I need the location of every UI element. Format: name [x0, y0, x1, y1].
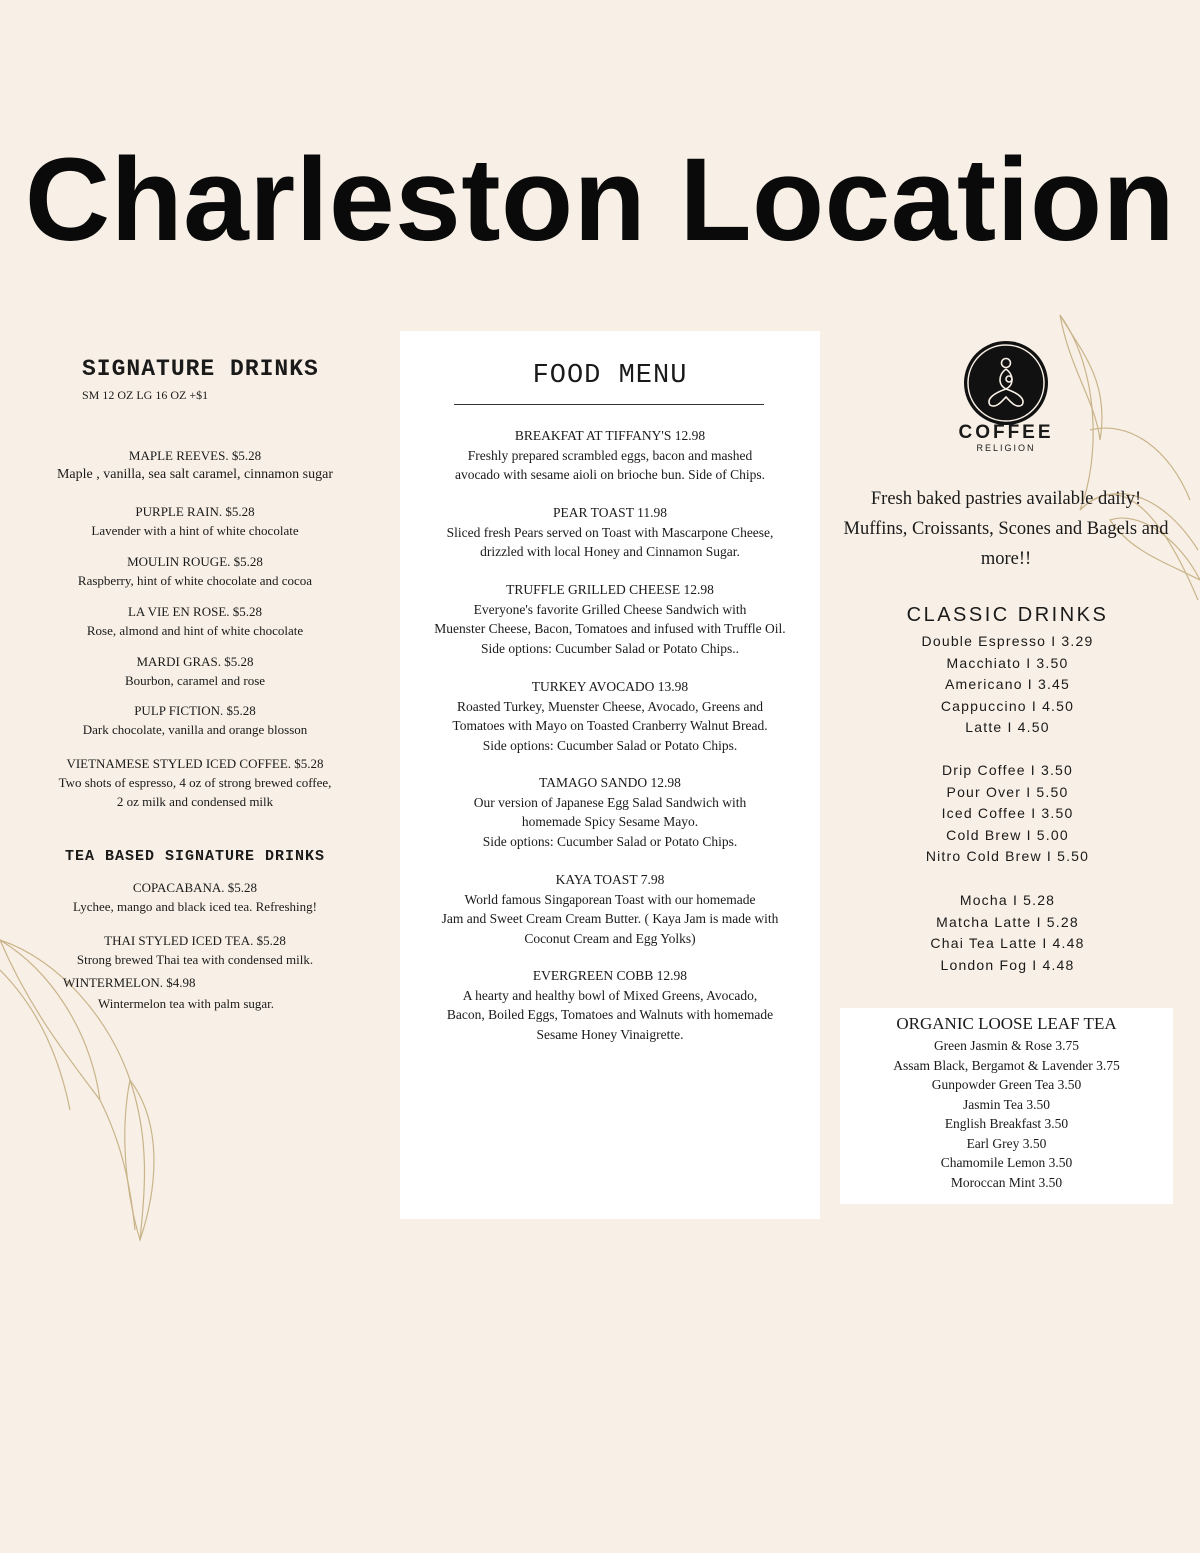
item-desc: Sliced fresh Pears served on Toast with Mascarpone Cheese,: [446, 524, 774, 540]
classic-drinks-group: [870, 631, 1145, 739]
loose-leaf-tea-heading: ORGANIC LOOSE LEAF TEA: [896, 1014, 1117, 1033]
item-desc: Freshly prepared scrambled eggs, bacon and mashed: [467, 447, 753, 463]
item-name: THAI STYLED ICED TEA. $5.28: [104, 933, 286, 948]
item-desc: 2 oz milk and condensed milk: [116, 794, 274, 809]
item-name: LA VIE EN ROSE. $5.28: [127, 604, 263, 619]
drink-item: London Fog I 4.48: [940, 956, 1075, 973]
item-desc: World famous Singaporean Toast with our homemade: [464, 891, 756, 907]
food-item: [400, 773, 820, 851]
menu-item: [30, 754, 360, 811]
item-desc: Side options: Cucumber Salad or Potato Chips.: [482, 833, 738, 849]
drink-item: Double Espresso I 3.29: [921, 633, 1094, 649]
item-desc: Coconut Cream and Egg Yolks): [524, 930, 696, 946]
item-name: TAMAGO SANDO 12.98: [539, 775, 681, 790]
pastry-line: Fresh baked pastries available daily!: [870, 489, 1142, 509]
tea-item: Chamomile Lemon 3.50: [940, 1155, 1073, 1170]
tea-item: Earl Grey 3.50: [966, 1135, 1047, 1151]
logo-wordmark: COFFEE: [958, 422, 1054, 443]
menu-item: [30, 446, 360, 484]
menu-item: [30, 652, 360, 690]
item-desc: Raspberry, hint of white chocolate and cocoa: [77, 573, 313, 588]
item-name: EVERGREEN COBB 12.98: [532, 968, 688, 983]
tea-item: Green Jasmin & Rose 3.75: [933, 1038, 1080, 1053]
item-desc: Strong brewed Thai tea with condensed milk.: [76, 952, 314, 967]
item-desc: Bacon, Boiled Eggs, Tomatoes and Walnuts with homemade: [446, 1007, 774, 1022]
drink-item: Iced Coffee I 3.50: [941, 805, 1074, 821]
item-desc: Wintermelon tea with palm sugar.: [98, 996, 275, 1011]
page-title: Charleston Location: [24, 134, 1176, 266]
item-desc: Roasted Turkey, Muenster Cheese, Avocado, Greens and: [457, 698, 763, 714]
tea-item: Moroccan Mint 3.50: [950, 1174, 1063, 1190]
item-desc: Our version of Japanese Egg Salad Sandwich with: [473, 794, 747, 810]
item-desc: Sesame Honey Vinaigrette.: [536, 1026, 684, 1042]
food-item: [400, 503, 820, 562]
food-item: [400, 426, 820, 485]
food-item: [400, 966, 820, 1044]
item-name: MAPLE REEVES. $5.28: [128, 448, 262, 463]
item-desc: Muenster Cheese, Bacon, Tomatoes and infused with Truffle Oil.: [434, 621, 786, 636]
menu-item: [30, 878, 360, 916]
size-note: SM 12 OZ LG 16 OZ +$1: [82, 388, 209, 402]
drink-item: Macchiato I 3.50: [946, 654, 1069, 671]
tea-signature-heading: TEA BASED SIGNATURE DRINKS: [64, 848, 326, 865]
drink-item: Americano I 3.45: [944, 676, 1071, 692]
menu-item: [30, 931, 360, 969]
item-name: WINTERMELON. $4.98: [63, 975, 196, 990]
tea-item: English Breakfast 3.50: [944, 1116, 1069, 1131]
item-desc: Jam and Sweet Cream Cream Butter. ( Kaya Jam is made with: [441, 911, 779, 926]
item-name: PEAR TOAST 11.98: [553, 505, 667, 520]
item-desc: Lavender with a hint of white chocolate: [91, 523, 299, 538]
classic-drinks-group: [870, 890, 1145, 976]
tea-item: Jasmin Tea 3.50: [963, 1096, 1050, 1112]
menu-item: [30, 552, 360, 590]
item-name: MARDI GRAS. $5.28: [136, 654, 254, 669]
drink-item: Latte I 4.50: [965, 719, 1050, 735]
menu-item: [30, 502, 360, 540]
item-desc: Maple , vanilla, sea salt caramel, cinnamon sugar: [56, 467, 333, 482]
food-menu-heading: FOOD MENU: [532, 361, 688, 391]
food-menu-card: [400, 331, 820, 1219]
logo-subtitle: RELIGION: [976, 443, 1036, 453]
pastry-line: Muffins, Croissants, Scones and Bagels and: [843, 519, 1169, 539]
food-item: [400, 870, 820, 948]
item-desc: Rose, almond and hint of white chocolate: [86, 623, 304, 638]
item-name: MOULIN ROUGE. $5.28: [127, 554, 263, 569]
item-desc: Lychee, mango and black iced tea. Refreshing!: [72, 899, 317, 914]
item-desc: Dark chocolate, vanilla and orange blosson: [82, 722, 308, 737]
menu-item: [30, 602, 360, 640]
item-name: PURPLE RAIN. $5.28: [135, 504, 255, 519]
item-name: VIETNAMESE STYLED ICED COFFEE. $5.28: [66, 756, 324, 771]
tea-item: Assam Black, Bergamot & Lavender 3.75: [893, 1057, 1120, 1073]
food-item: [400, 677, 820, 755]
item-desc: Bourbon, caramel and rose: [124, 673, 266, 688]
item-name: PULP FICTION. $5.28: [134, 703, 256, 718]
pastry-note: [832, 484, 1180, 574]
drink-item: Cappuccino I 4.50: [940, 697, 1075, 714]
loose-leaf-tea-card: [840, 1008, 1173, 1204]
drink-item: Chai Tea Latte I 4.48: [930, 935, 1085, 951]
drink-item: Matcha Latte I 5.28: [936, 913, 1079, 930]
drink-item: Pour Over I 5.50: [946, 783, 1069, 800]
item-desc: Side options: Cucumber Salad or Potato Chips..: [481, 640, 739, 656]
menu-item: [30, 701, 360, 739]
item-desc: homemade Spicy Sesame Mayo.: [521, 814, 699, 829]
drink-item: Drip Coffee I 3.50: [941, 762, 1074, 778]
pastry-line: more!!: [980, 549, 1032, 569]
tea-item: Gunpowder Green Tea 3.50: [931, 1077, 1082, 1092]
item-desc: Everyone's favorite Grilled Cheese Sandwich with: [473, 601, 747, 617]
item-desc: Side options: Cucumber Salad or Potato Chips.: [482, 737, 738, 753]
item-name: BREAKFAT AT TIFFANY'S 12.98: [514, 428, 706, 443]
item-name: KAYA TOAST 7.98: [555, 872, 665, 887]
item-desc: avocado with sesame aioli on brioche bun. Side of Chips.: [454, 467, 766, 482]
drink-item: Nitro Cold Brew I 5.50: [925, 848, 1090, 864]
item-desc: Tomatoes with Mayo on Toasted Cranberry Walnut Bread.: [452, 718, 768, 733]
divider: [454, 404, 764, 405]
food-item: [400, 580, 820, 658]
item-name: TURKEY AVOCADO 13.98: [531, 679, 689, 694]
drink-item: Cold Brew I 5.00: [946, 826, 1069, 843]
classic-drinks-group: [870, 760, 1145, 868]
classic-drinks-heading: CLASSIC DRINKS: [906, 604, 1109, 626]
item-desc: Two shots of espresso, 4 oz of strong brewed coffee,: [58, 775, 332, 790]
item-name: COPACABANA. $5.28: [132, 880, 258, 895]
meditation-figure-icon: [964, 341, 1048, 425]
drink-item: Mocha I 5.28: [959, 892, 1056, 908]
item-desc: A hearty and healthy bowl of Mixed Greens, Avocado,: [462, 987, 758, 1003]
item-desc: drizzled with local Honey and Cinnamon Sugar.: [480, 544, 740, 559]
item-name: TRUFFLE GRILLED CHEESE 12.98: [506, 582, 714, 597]
signature-drinks-heading: SIGNATURE DRINKS: [82, 356, 319, 382]
